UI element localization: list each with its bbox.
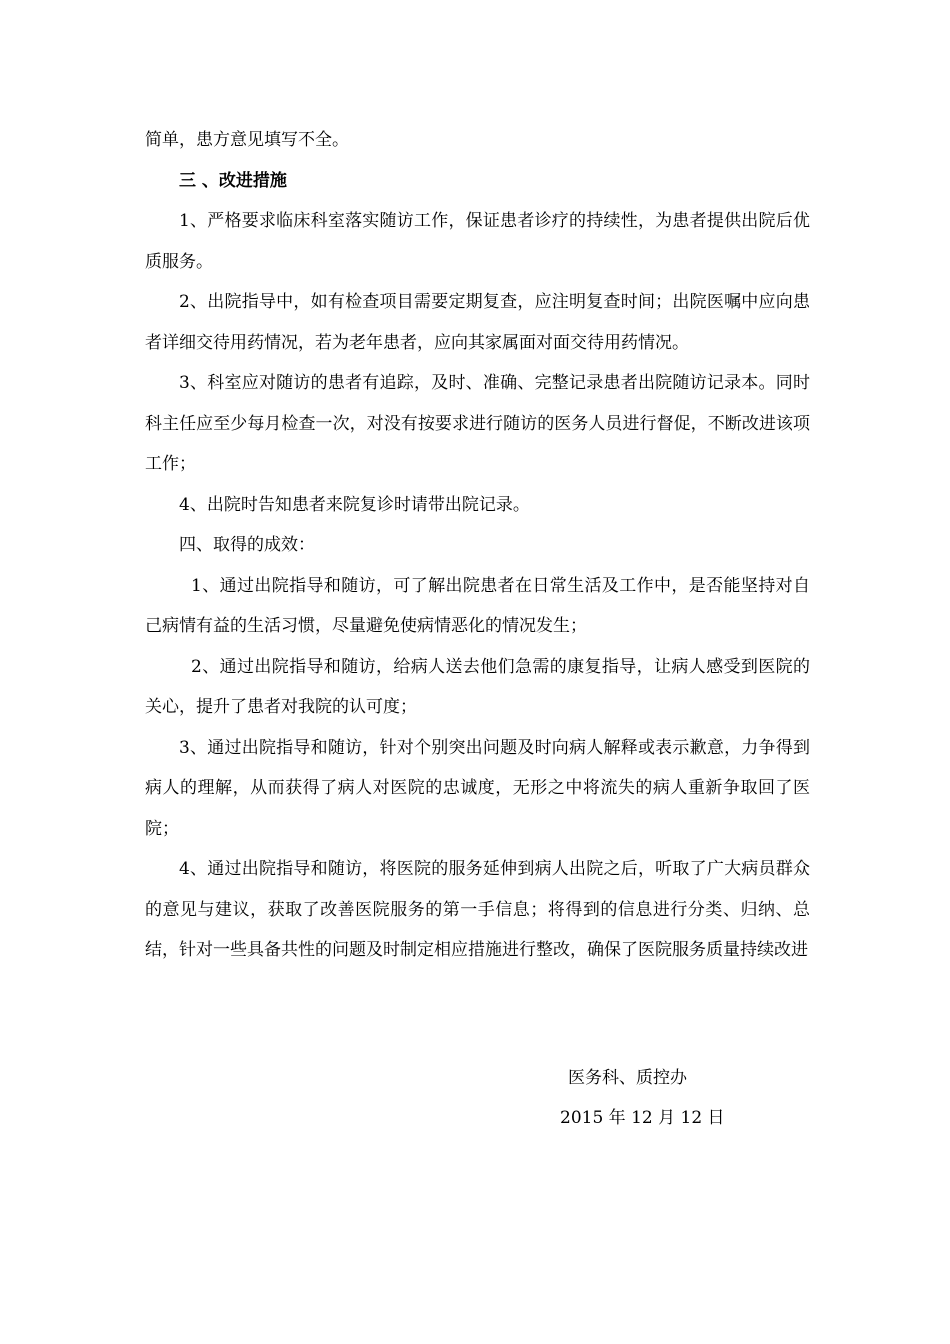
measure-item-4: 4、出院时告知患者来院复诊时请带出院记录。: [179, 494, 530, 515]
signature-department: 医务科、质控办: [568, 1068, 687, 1088]
signature-date: 2015 年 12 月 12 日: [560, 1108, 725, 1128]
document-body: [145, 120, 810, 971]
result-item-3: 3、通过出院指导和随访，针对个别突出问题及时向病人解释或表示歉意，力争得到病人的理解，从而获得了病人对医院的忠诚度，无形之中将流失的病人重新争取回了医院；: [145, 737, 810, 839]
result-item-1: 1、通过出院指导和随访，可了解出院患者在日常生活及工作中，是否能坚持对自己病情有益的生活习惯，尽量避免使病情恶化的情况发生；: [145, 575, 810, 636]
paragraph-continuation: 简单，患方意见填写不全。: [145, 130, 349, 150]
result-item-4: 4、通过出院指导和随访，将医院的服务延伸到病人出院之后，听取了广大病员群众的意见与建议，获取了改善医院服务的第一手信息；将得到的信息进行分类、归纳、总结，针对一些具备共性的问题及时制定相应措施进行整改，确保了医院服务质量持续改进: [145, 859, 810, 960]
section-heading-results: 四、取得的成效：: [179, 535, 315, 555]
section-heading-improvement-measures: 三 、改进措施: [179, 170, 287, 191]
measure-item-3: 3、科室应对随访的患者有追踪，及时、准确、完整记录患者出院随访记录本。同时科主任应至少每月检查一次，对没有按要求进行随访的医务人员进行督促，不断改进该项工作；: [145, 373, 810, 474]
measure-item-1: 1、严格要求临床科室落实随访工作，保证患者诊疗的持续性，为患者提供出院后优质服务。: [145, 211, 810, 272]
result-item-2: 2、通过出院指导和随访，给病人送去他们急需的康复指导，让病人感受到医院的关心，提升了患者对我院的认可度；: [145, 656, 810, 717]
measure-item-2: 2、出院指导中，如有检查项目需要定期复查，应注明复查时间；出院医嘱中应向患者详细交待用药情况，若为老年患者，应向其家属面对面交待用药情况。: [145, 292, 810, 353]
